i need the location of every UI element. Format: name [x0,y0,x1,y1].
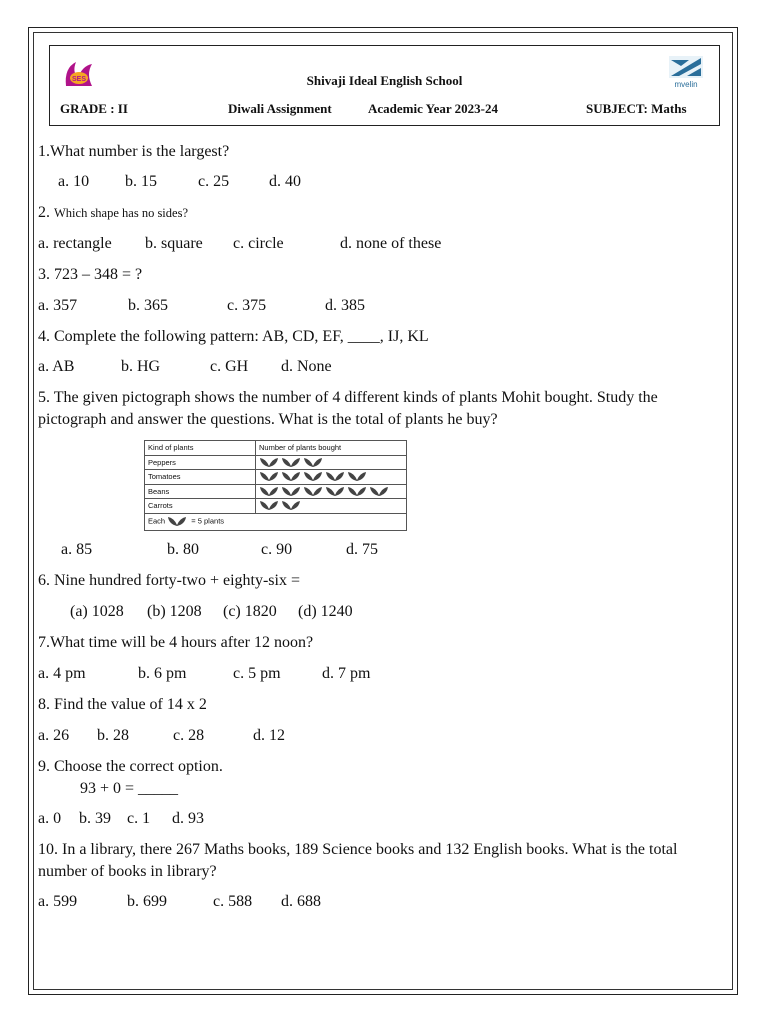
plant-icon [167,516,187,527]
q2-option-c: c. circle [233,235,284,252]
header-box [49,45,720,126]
q7-option-a: a. 4 pm [38,665,86,682]
question-3: 3. 723 – 348 = ? [38,266,143,283]
q5-option-b: b. 80 [167,541,199,558]
question-9-equation: 93 + 0 = _____ [80,780,179,797]
question-5: 5. The given pictograph shows the number of 4 different kinds of plants Mohit bought. Study the pictograph and answer the questions. What is the total of plants he buy? [38,389,658,428]
pictograph-body [145,455,407,513]
pictograph-key-row [145,513,407,530]
academic-year-label: Academic Year 2023-24 [368,101,498,116]
question-2-number: 2. [38,204,54,221]
q9-option-c: c. 1 [127,810,151,827]
pictograph-symbols [256,470,407,485]
q8-option-b: b. 28 [97,727,129,744]
pictograph-kind: Carrots [145,499,256,514]
question-4: 4. Complete the following pattern: AB, CD, EF, ____, IJ, KL [38,328,429,345]
q4-option-c: c. GH [210,358,249,375]
q7-option-d: d. 7 pm [322,665,371,682]
q1-option-b: b. 15 [125,173,157,190]
pictograph-header-row [145,441,407,456]
q2-option-d: d. none of these [340,235,442,252]
q4-option-d: d. None [281,358,332,375]
plant-icon [325,486,345,497]
pictograph-kind: Tomatoes [145,470,256,485]
pictograph-row [145,470,407,485]
q6-option-d: (d) 1240 [298,603,353,620]
q10-option-a: a. 599 [38,893,78,910]
subject-label: SUBJECT: Maths [586,101,687,116]
q9-option-a: a. 0 [38,810,62,827]
pictograph-table [144,440,407,531]
school-logo-text: SES [71,76,87,83]
q8-option-c: c. 28 [173,727,205,744]
school-name: Shivaji Ideal English School [306,73,463,88]
plant-icon [259,486,279,497]
q8-option-d: d. 12 [253,727,285,744]
pictograph-kind: Beans [145,484,256,499]
q10-option-c: c. 588 [213,893,253,910]
question-2-text: Which shape has no sides? [54,206,188,220]
pictograph-symbols [256,484,407,499]
q1-option-c: c. 25 [198,173,230,190]
plant-icon [303,457,323,468]
plant-icon [347,486,367,497]
q3-option-c: c. 375 [227,297,267,314]
q6-option-c: (c) 1820 [223,603,277,620]
q4-option-a: a. AB [38,358,75,375]
q6-option-a: (a) 1028 [70,603,124,620]
pictograph-row [145,499,407,514]
q5-option-d: d. 75 [346,541,378,558]
q5-option-c: c. 90 [261,541,293,558]
pictograph-symbols [256,499,407,514]
plant-icon [259,457,279,468]
question-7: 7.What time will be 4 hours after 12 noon? [38,634,314,651]
mvelin-logo [665,54,707,92]
pictograph-row [145,455,407,470]
q2-option-b: b. square [145,235,203,252]
plant-icon [281,500,301,511]
question-1: 1.What number is the largest? [38,143,230,160]
question-10: 10. In a library, there 267 Maths books, 189 Science books and 132 English books. What is the total number of books in library? [38,841,678,880]
q7-option-c: c. 5 pm [233,665,281,682]
pictograph-kind: Peppers [145,455,256,470]
q8-option-a: a. 26 [38,727,70,744]
question-9: 9. Choose the correct option. [38,758,223,775]
q9-option-d: d. 93 [172,810,204,827]
q10-option-b: b. 699 [127,893,167,910]
mvelin-logo-text: mvelin [674,80,698,89]
q2-option-a: a. rectangle [38,235,112,252]
q7-option-b: b. 6 pm [138,665,187,682]
pictograph-symbols [256,455,407,470]
grade-label: GRADE : II [60,101,128,116]
pictograph-key-suffix: = 5 plants [191,516,225,526]
q3-option-a: a. 357 [38,297,78,314]
q3-option-d: d. 385 [325,297,365,314]
plant-icon [325,471,345,482]
q5-option-a: a. 85 [61,541,93,558]
plant-icon [303,486,323,497]
pictograph-key [145,513,407,530]
pictograph-row [145,484,407,499]
q4-option-b: b. HG [121,358,161,375]
pictograph-col2-header: Number of plants bought [256,441,407,456]
question-6: 6. Nine hundred forty-two + eighty-six = [38,572,300,589]
q3-option-b: b. 365 [128,297,168,314]
plant-icon [281,486,301,497]
pictograph [144,440,407,531]
question-2 [38,203,188,223]
plant-icon [369,486,389,497]
q6-option-b: (b) 1208 [147,603,202,620]
pictograph-col1-header: Kind of plants [145,441,256,456]
question-8: 8. Find the value of 14 x 2 [38,696,207,713]
q1-option-d: d. 40 [269,173,301,190]
plant-icon [281,471,301,482]
plant-icon [281,457,301,468]
q9-option-b: b. 39 [79,810,111,827]
plant-icon [303,471,323,482]
q10-option-d: d. 688 [281,893,321,910]
assignment-label: Diwali Assignment [228,101,332,116]
q1-option-a: a. 10 [58,173,90,190]
plant-icon [347,471,367,482]
plant-icon [259,471,279,482]
pictograph-key-prefix: Each [148,516,166,526]
plant-icon [259,500,279,511]
